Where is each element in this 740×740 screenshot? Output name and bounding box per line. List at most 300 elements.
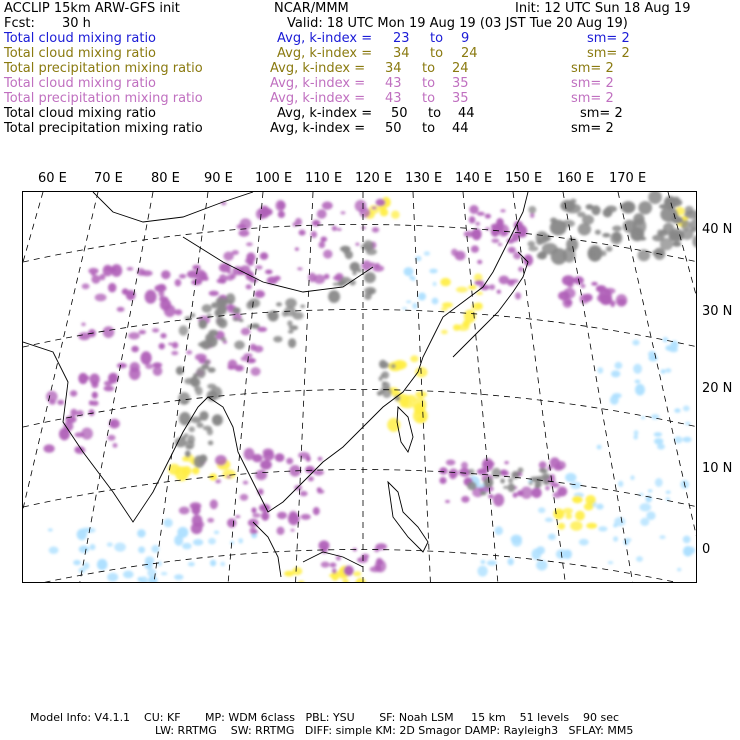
cloud-patch-top bbox=[638, 249, 651, 261]
cloud-patch-high bbox=[226, 275, 234, 281]
longitude-gridline bbox=[23, 192, 98, 583]
cloud-patch-low bbox=[230, 541, 234, 545]
field-k-to-word: to bbox=[430, 31, 444, 46]
cloud-patch-high bbox=[240, 494, 248, 501]
valid-time: Valid: 18 UTC Mon 19 Aug 19 (03 JST Tue 20 Aug 19) bbox=[287, 16, 628, 31]
cloud-patch-low bbox=[220, 562, 225, 566]
field-avg-label: Avg, k-index = bbox=[270, 76, 366, 91]
cloud-patch-high bbox=[70, 409, 77, 417]
cloud-patch-low bbox=[161, 572, 167, 575]
field-k-from: 34 bbox=[393, 46, 410, 61]
cloud-patch-high bbox=[330, 563, 337, 568]
cloud-patch-mid bbox=[572, 496, 583, 503]
latitude-label: 0 bbox=[702, 542, 711, 557]
cloud-patch-mid bbox=[468, 285, 476, 290]
field-name: Total cloud mixing ratio bbox=[4, 46, 157, 61]
cloud-patch-top bbox=[570, 199, 576, 204]
cloud-patch-high bbox=[171, 351, 178, 355]
cloud-patch-high bbox=[130, 362, 140, 372]
cloud-patch-low bbox=[666, 497, 670, 500]
cloud-patch-high bbox=[323, 250, 332, 259]
cloud-patch-high bbox=[376, 199, 386, 207]
cloud-patch-high bbox=[228, 360, 238, 370]
field-k-to-word: to bbox=[422, 91, 436, 106]
coastline bbox=[453, 252, 528, 357]
field-smoothing: sm= 2 bbox=[571, 121, 614, 136]
cloud-patch-high bbox=[159, 290, 165, 297]
cloud-patch-low bbox=[612, 393, 622, 398]
cloud-patch-high bbox=[207, 518, 214, 523]
field-avg-label: Avg, k-index = bbox=[270, 91, 366, 106]
cloud-patch-high bbox=[539, 461, 547, 469]
field-smoothing: sm= 2 bbox=[571, 76, 614, 91]
cloud-patch-high bbox=[373, 265, 385, 272]
cloud-patch-high bbox=[513, 252, 521, 259]
cloud-patch-top bbox=[328, 290, 340, 303]
cloud-patch-mid bbox=[353, 571, 361, 576]
longitude-label: 130 E bbox=[405, 171, 443, 186]
field-name: Total precipitation mixing ratio bbox=[4, 91, 203, 106]
cloud-patch-high bbox=[449, 468, 458, 478]
cloud-patch-top bbox=[603, 208, 613, 217]
cloud-patch-low bbox=[659, 535, 665, 539]
cloud-patch-top bbox=[179, 325, 188, 335]
cloud-patch-high bbox=[262, 208, 273, 216]
cloud-patch-top bbox=[681, 220, 691, 231]
coastline bbox=[388, 482, 428, 552]
cloud-patch-high bbox=[175, 309, 183, 315]
cloud-patch-low bbox=[674, 408, 680, 412]
field-avg-label: Avg, k-index = bbox=[270, 61, 366, 76]
latitude-gridline bbox=[23, 310, 697, 348]
cloud-patch-top bbox=[638, 201, 652, 214]
cloud-patch-low bbox=[404, 267, 414, 276]
cloud-patch-top bbox=[185, 450, 191, 457]
cloud-patch-top bbox=[467, 482, 477, 491]
cloud-patch-high bbox=[192, 505, 201, 515]
cloud-patch-low bbox=[634, 435, 638, 440]
cloud-patch-top bbox=[364, 272, 376, 283]
cloud-patch-top bbox=[207, 384, 216, 389]
field-k-to-word: to bbox=[430, 46, 444, 61]
cloud-patch-low bbox=[182, 543, 192, 550]
longitude-gridline bbox=[668, 192, 697, 583]
cloud-patch-high bbox=[439, 467, 447, 474]
field-k-to: 9 bbox=[461, 31, 470, 46]
cloud-patch-top bbox=[528, 246, 538, 251]
cloud-patch-high bbox=[161, 270, 170, 279]
cloud-patch-low bbox=[48, 528, 53, 531]
cloud-patch-high bbox=[580, 294, 590, 304]
cloud-patch-top bbox=[208, 367, 216, 373]
cloud-patch-top bbox=[528, 206, 536, 214]
cloud-patch-high bbox=[127, 267, 134, 271]
cloud-patch-low bbox=[145, 562, 153, 570]
cloud-patch-high bbox=[117, 307, 125, 312]
cloud-patch-high bbox=[485, 214, 491, 219]
cloud-patch-high bbox=[477, 212, 485, 216]
cloud-patch-high bbox=[254, 290, 265, 298]
cloud-patch-mid bbox=[182, 466, 192, 476]
cloud-patch-low bbox=[402, 307, 407, 309]
cloud-patch-mid bbox=[192, 467, 200, 474]
field-smoothing: sm= 2 bbox=[587, 46, 630, 61]
cloud-patch-low bbox=[597, 445, 602, 450]
cloud-patch-top bbox=[500, 479, 505, 484]
cloud-patch-high bbox=[250, 527, 256, 534]
cloud-patch-top bbox=[539, 468, 546, 473]
cloud-patch-mid bbox=[586, 523, 597, 529]
cloud-patch-low bbox=[97, 559, 108, 570]
cloud-patch-low bbox=[418, 293, 426, 301]
cloud-patch-high bbox=[84, 375, 89, 380]
longitude-label: 100 E bbox=[255, 171, 293, 186]
cloud-patch-high bbox=[308, 476, 314, 481]
cloud-patch-high bbox=[517, 490, 523, 496]
cloud-patch-top bbox=[218, 319, 227, 329]
cloud-patch-low bbox=[177, 527, 188, 538]
cloud-patch-mid bbox=[475, 303, 483, 309]
cloud-patch-low bbox=[630, 475, 634, 480]
cloud-patch-high bbox=[445, 500, 450, 503]
cloud-patch-high bbox=[597, 294, 605, 302]
cloud-patch-high bbox=[277, 512, 287, 519]
cloud-patch-high bbox=[355, 243, 359, 246]
cloud-patch-top bbox=[578, 223, 591, 235]
cloud-patch-high bbox=[227, 270, 231, 274]
cloud-patch-mid bbox=[442, 302, 453, 308]
cloud-patch-top bbox=[659, 204, 666, 208]
longitude-label: 90 E bbox=[204, 171, 233, 186]
cloud-patch-top bbox=[288, 330, 294, 333]
longitude-label: 160 E bbox=[557, 171, 595, 186]
cloud-patch-high bbox=[152, 362, 162, 367]
cloud-patch-high bbox=[477, 260, 482, 264]
cloud-patch-low bbox=[618, 481, 623, 487]
cloud-patch-high bbox=[263, 448, 274, 456]
cloud-patch-low bbox=[674, 436, 682, 443]
cloud-patch-high bbox=[131, 346, 139, 353]
cloud-patch-low bbox=[632, 340, 639, 346]
cloud-patch-low bbox=[123, 571, 134, 579]
cloud-patch-high bbox=[44, 444, 55, 452]
cloud-patch-high bbox=[191, 279, 202, 285]
cloud-patch-top bbox=[492, 468, 501, 478]
cloud-patch-low bbox=[666, 491, 671, 494]
latitude-label: 30 N bbox=[702, 304, 733, 319]
field-k-to: 35 bbox=[452, 76, 469, 91]
cloud-patch-low bbox=[411, 276, 415, 281]
cloud-patch-high bbox=[145, 290, 157, 304]
cloud-patch-top bbox=[234, 341, 245, 350]
cloud-patch-high bbox=[192, 515, 203, 527]
field-k-from: 34 bbox=[385, 61, 402, 76]
cloud-patch-top bbox=[480, 491, 487, 495]
cloud-patch-low bbox=[579, 539, 589, 546]
cloud-patch-high bbox=[289, 511, 298, 520]
cloud-patch-high bbox=[518, 267, 523, 272]
cloud-patch-high bbox=[596, 286, 605, 293]
cloud-patch-top bbox=[199, 319, 208, 329]
cloud-patch-low bbox=[634, 430, 639, 435]
cloud-patch-top bbox=[648, 192, 662, 204]
cloud-patch-top bbox=[289, 325, 298, 330]
cloud-patch-low bbox=[548, 534, 556, 540]
cloud-patch-low bbox=[487, 560, 497, 565]
cloud-patch-high bbox=[108, 435, 116, 441]
cloud-patch-low bbox=[477, 566, 487, 577]
cloud-patch-low bbox=[633, 364, 642, 374]
cloud-patch-high bbox=[295, 247, 299, 250]
cloud-patch-high bbox=[139, 330, 146, 334]
cloud-patch-high bbox=[446, 460, 456, 466]
cloud-patch-top bbox=[187, 435, 195, 444]
field-avg-label: Avg, k-index = bbox=[277, 46, 373, 61]
forecast-hours: 30 h bbox=[62, 16, 91, 31]
field-k-to: 24 bbox=[461, 46, 478, 61]
cloud-patch-top bbox=[377, 391, 382, 396]
cloud-patch-low bbox=[545, 518, 553, 522]
cloud-patch-mid bbox=[380, 208, 388, 216]
field-k-to: 44 bbox=[458, 106, 475, 121]
cloud-patch-high bbox=[523, 254, 533, 266]
cloud-patch-top bbox=[361, 244, 371, 250]
cloud-patch-top bbox=[208, 441, 213, 446]
longitude-label: 60 E bbox=[38, 171, 67, 186]
cloud-patch-high bbox=[235, 515, 240, 518]
cloud-patch-top bbox=[508, 478, 513, 484]
cloud-patch-top bbox=[601, 250, 607, 256]
cloud-patch-high bbox=[104, 386, 115, 392]
cloud-patch-high bbox=[313, 507, 320, 515]
cloud-patch-top bbox=[529, 482, 533, 485]
field-k-to: 24 bbox=[452, 61, 469, 76]
cloud-patch-top bbox=[273, 336, 282, 342]
cloud-patch-high bbox=[553, 492, 561, 498]
cloud-patch-low bbox=[210, 560, 216, 567]
cloud-patch-top bbox=[391, 364, 396, 369]
cloud-patch-high bbox=[250, 344, 257, 351]
cloud-patch-high bbox=[464, 231, 474, 237]
field-k-from: 50 bbox=[391, 106, 408, 121]
cloud-patch-top bbox=[197, 423, 204, 428]
cloud-patch-high bbox=[519, 231, 527, 238]
cloud-patch-top bbox=[350, 262, 360, 272]
cloud-patch-top bbox=[672, 214, 680, 222]
cloud-patch-high bbox=[545, 486, 549, 491]
cloud-patch-top bbox=[566, 238, 578, 252]
cloud-patch-high bbox=[215, 479, 221, 483]
cloud-patch-low bbox=[107, 542, 113, 546]
cloud-patch-low bbox=[238, 538, 243, 543]
cloud-patch-top bbox=[182, 401, 188, 404]
cloud-patch-low bbox=[164, 519, 173, 528]
cloud-patch-top bbox=[176, 366, 184, 375]
cloud-patch-high bbox=[237, 224, 247, 229]
cloud-patch-top bbox=[537, 476, 547, 482]
cloud-patch-low bbox=[648, 489, 653, 492]
cloud-patch-top bbox=[239, 319, 243, 322]
cloud-patch-high bbox=[219, 274, 227, 284]
cloud-patch-high bbox=[439, 477, 446, 484]
cloud-patch-low bbox=[49, 547, 59, 554]
cloud-patch-low bbox=[683, 406, 690, 412]
cloud-patch-top bbox=[673, 242, 682, 247]
cloud-patch-low bbox=[90, 544, 96, 550]
map-panel bbox=[22, 191, 697, 583]
cloud-patch-mid bbox=[585, 495, 595, 505]
cloud-patch-mid bbox=[476, 292, 483, 295]
cloud-patch-low bbox=[665, 368, 671, 373]
cloud-patch-high bbox=[469, 205, 478, 214]
cloud-patch-high bbox=[246, 252, 255, 262]
cloud-patch-high bbox=[319, 241, 326, 248]
cloud-patch-low bbox=[684, 547, 694, 555]
cloud-patch-low bbox=[512, 537, 523, 547]
field-k-to-word: to bbox=[428, 106, 442, 121]
cloud-patch-high bbox=[159, 343, 165, 349]
field-avg-label: Avg, k-index = bbox=[270, 121, 366, 136]
cloud-patch-high bbox=[357, 557, 368, 563]
cloud-patch-high bbox=[319, 540, 330, 550]
cloud-patch-low bbox=[114, 543, 126, 552]
field-smoothing: sm= 2 bbox=[571, 61, 614, 76]
cloud-patch-mid bbox=[441, 307, 448, 311]
cloud-patch-high bbox=[591, 282, 598, 286]
cloud-patch-mid bbox=[415, 391, 427, 398]
model-info-line2: LW: RRTMG SW: RRTMG DIFF: simple KM: 2D Smagor DAMP: Rayleigh3 SFLAY: MM5 bbox=[155, 724, 634, 737]
cloud-patch-mid bbox=[566, 513, 572, 520]
field-k-from: 43 bbox=[385, 91, 402, 106]
cloud-patch-high bbox=[91, 401, 98, 406]
cloud-patch-low bbox=[73, 560, 81, 565]
cloud-patch-top bbox=[610, 232, 622, 245]
cloud-patch-low bbox=[641, 416, 645, 419]
cloud-patch-top bbox=[216, 297, 227, 305]
cloud-patch-high bbox=[513, 492, 518, 497]
cloud-patch-high bbox=[322, 202, 333, 210]
cloud-patch-high bbox=[109, 419, 120, 429]
cloud-patch-low bbox=[432, 298, 439, 305]
cloud-patch-low bbox=[429, 269, 437, 274]
cloud-patch-top bbox=[503, 486, 508, 489]
cloud-patch-high bbox=[179, 507, 190, 515]
cloud-patch-high bbox=[117, 363, 127, 368]
cloud-patch-high bbox=[499, 276, 510, 285]
cloud-patch-high bbox=[491, 223, 502, 229]
longitude-gridline bbox=[463, 192, 498, 583]
cloud-patch-high bbox=[246, 284, 252, 289]
cloud-patch-low bbox=[188, 562, 195, 566]
cloud-patch-low bbox=[532, 549, 542, 560]
cloud-patch-top bbox=[194, 455, 205, 468]
cloud-patch-high bbox=[604, 288, 615, 294]
cloud-patch-high bbox=[371, 206, 376, 209]
field-name: Total precipitation mixing ratio bbox=[4, 61, 203, 76]
cloud-patch-top bbox=[179, 412, 191, 426]
cloud-patch-mid bbox=[563, 508, 573, 514]
cloud-patch-low bbox=[655, 478, 663, 487]
cloud-patch-low bbox=[654, 438, 663, 444]
cloud-patch-low bbox=[138, 546, 145, 553]
cloud-patch-low bbox=[157, 561, 162, 566]
cloud-patch-low bbox=[424, 251, 430, 256]
cloud-patch-high bbox=[260, 460, 272, 470]
cloud-patch-high bbox=[209, 291, 219, 296]
cloud-patch-low bbox=[208, 538, 216, 545]
longitude-label: 80 E bbox=[151, 171, 180, 186]
cloud-patch-top bbox=[595, 230, 601, 235]
field-smoothing: sm= 2 bbox=[580, 106, 623, 121]
cloud-patch-high bbox=[277, 527, 285, 535]
field-avg-label: Avg, k-index = bbox=[277, 31, 373, 46]
cloud-patch-top bbox=[276, 302, 282, 306]
cloud-patch-low bbox=[495, 526, 503, 535]
field-k-to: 44 bbox=[452, 121, 469, 136]
cloud-patch-low bbox=[640, 518, 649, 526]
cloud-patch-high bbox=[250, 278, 258, 283]
cloud-patch-low bbox=[661, 369, 666, 374]
cloud-patch-high bbox=[70, 390, 77, 396]
longitude-label: 150 E bbox=[505, 171, 543, 186]
cloud-patch-low bbox=[597, 367, 603, 373]
field-k-to-word: to bbox=[422, 76, 436, 91]
cloud-patch-high bbox=[141, 351, 152, 364]
cloud-patch-top bbox=[639, 237, 646, 241]
cloud-patch-high bbox=[275, 453, 285, 462]
cloud-patch-high bbox=[306, 456, 311, 462]
cloud-patch-high bbox=[376, 558, 383, 566]
cloud-patch-high bbox=[475, 222, 480, 226]
cloud-patch-mid bbox=[391, 211, 400, 219]
cloud-patch-top bbox=[612, 226, 622, 232]
cloud-patch-high bbox=[554, 465, 563, 471]
cloud-patch-high bbox=[82, 283, 90, 289]
cloud-patch-low bbox=[214, 531, 219, 535]
cloud-patch-high bbox=[223, 252, 233, 261]
cloud-patch-high bbox=[515, 292, 521, 299]
cloud-patch-low bbox=[137, 577, 143, 582]
cloud-patch-low bbox=[639, 493, 644, 496]
cloud-patch-high bbox=[75, 432, 85, 437]
cloud-patch-high bbox=[278, 211, 285, 218]
cloud-patch-mid bbox=[456, 287, 468, 293]
field-k-to: 35 bbox=[452, 91, 469, 106]
cloud-patch-mid bbox=[284, 571, 294, 577]
cloud-patch-high bbox=[355, 200, 367, 212]
cloud-patch-top bbox=[292, 312, 303, 320]
longitude-gridline bbox=[296, 192, 314, 583]
cloud-patch-high bbox=[179, 274, 186, 279]
cloud-patch-low bbox=[598, 526, 607, 531]
longitude-label: 120 E bbox=[355, 171, 393, 186]
cloud-patch-top bbox=[247, 325, 252, 328]
cloud-patch-high bbox=[508, 247, 516, 253]
cloud-patch-high bbox=[483, 461, 494, 468]
cloud-patch-high bbox=[75, 446, 83, 452]
cloud-patch-top bbox=[196, 367, 206, 378]
cloud-patch-mid bbox=[453, 324, 460, 331]
cloud-patch-low bbox=[636, 556, 643, 562]
field-smoothing: sm= 2 bbox=[587, 31, 630, 46]
field-k-from: 43 bbox=[385, 76, 402, 91]
cloud-patch-high bbox=[493, 494, 504, 507]
cloud-patch-low bbox=[137, 529, 146, 537]
cloud-patch-low bbox=[611, 370, 620, 377]
cloud-patch-top bbox=[185, 445, 193, 449]
cloud-patch-high bbox=[317, 209, 327, 219]
cloud-patch-high bbox=[311, 231, 317, 238]
